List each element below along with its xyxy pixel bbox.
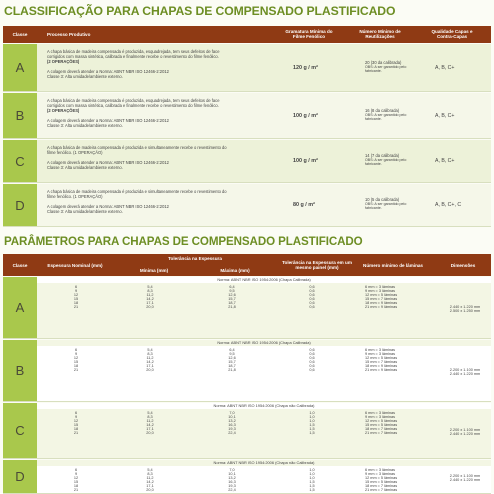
norma-line: Norma: ABNT NBR ISO 1954:2006 (Chapa Calibrada) (37, 340, 491, 346)
description-line: A colagem deverá atender a Norma: ABNT NBR ISO 12466-2:2012 (47, 160, 169, 165)
description-line: corrigidos com massa sintética, calibrada e finalmente recebe o revestimento do filme fenólico. (47, 103, 219, 108)
laminas-value: 6 mm = 3 lâminas (365, 411, 396, 415)
minima-value: 8,3 (147, 289, 153, 294)
maxima-value: 10,1 (228, 415, 236, 420)
qualidade-value: A, B, C+ (435, 112, 455, 119)
maxima-value: 13,2 (228, 476, 236, 480)
reutilizacoes-value: 14 (7 da calibrada) (365, 153, 400, 158)
minima-value: 11,2 (146, 293, 154, 298)
painel-value: 0,6 (309, 364, 315, 369)
maxima-value: 10,1 (228, 472, 236, 476)
laminas-value: 9 mm = 3 lâminas (365, 352, 396, 357)
header2-dimensoes: Dimensões (450, 263, 476, 268)
espessura-value: 6 (74, 348, 78, 352)
dimensao-value: 2.440 x 1.220 mm (449, 477, 481, 482)
painel-value: 0,6 (309, 293, 315, 298)
parameters-row (3, 277, 491, 339)
espessura-column (61, 285, 91, 310)
painel-value: 0,6 (309, 301, 315, 306)
laminas-value: 6 mm = 3 lâminas (365, 285, 396, 289)
painel-value: 0,6 (309, 348, 315, 352)
maxima-value: 21,8 (228, 305, 236, 310)
description-line: Classe 3: Alta umidade/ambiente externo. (47, 74, 123, 79)
class-label: B (3, 340, 37, 401)
maxima-value: 6,4 (229, 348, 235, 352)
header2-minima: Mínima (mm) (139, 268, 169, 273)
minima-value: 20,0 (146, 431, 154, 436)
classification-title: CLASSIFICAÇÃO PARA CHAPAS DE COMPENSADO PLASTIFICADO (4, 4, 396, 18)
maxima-value: 12,6 (228, 293, 236, 298)
description-line: filme fenólico. (1 OPERAÇÃO) (47, 150, 103, 155)
minima-column (135, 348, 165, 373)
reutilizacoes-cell (365, 108, 417, 121)
painel-column (297, 285, 327, 310)
description-line: A colagem deverá atender a Norma: ABNT NBR ISO 12466-2:2012 (47, 204, 169, 209)
espessura-value: 9 (74, 289, 78, 294)
minima-value: 14,2 (146, 360, 154, 365)
classification-row (3, 44, 491, 92)
maxima-value: 13,2 (228, 419, 236, 424)
header2-espessura: Espessura Nominal (mm) (47, 263, 103, 268)
gramatura-value: 100 g / m² (293, 158, 318, 164)
minima-column (135, 285, 165, 310)
maxima-value: 9,5 (229, 289, 235, 294)
laminas-column (365, 468, 441, 492)
maxima-value: 16,3 (228, 423, 236, 428)
laminas-column (365, 348, 441, 373)
painel-value: 1,0 (309, 411, 315, 415)
maxima-value: 18,7 (228, 364, 236, 369)
minima-value: 5,4 (147, 468, 153, 472)
laminas-value: 12 mm = 5 lâminas (365, 419, 398, 424)
description-line: corrigidos com massa sintética, calibrada e finalmente recebe o revestimento do filme fenólico. (47, 54, 219, 59)
espessura-value: 21 (73, 431, 79, 436)
minima-value: 17,1 (146, 364, 154, 369)
laminas-value: 15 mm = 7 lâminas (365, 360, 398, 365)
laminas-value: 21 mm = 9 lâminas (365, 305, 398, 310)
description-line: A chapa básica de madeira compensada é produzida, esquadrejada, tem seus defeitos de face (47, 98, 220, 103)
minima-column (135, 411, 165, 436)
dimensao-value: 2.200 x 1.100 mm (449, 367, 481, 372)
class-label: D (3, 184, 37, 226)
minima-value: 11,2 (146, 419, 154, 424)
maxima-value: 18,7 (228, 301, 236, 306)
espessura-value: 21 (73, 305, 79, 310)
class-label: B (3, 93, 37, 138)
painel-value: 1,5 (309, 480, 315, 484)
class-label: D (3, 460, 37, 493)
painel-value: 0,6 (309, 368, 315, 373)
minima-column (135, 468, 165, 492)
maxima-value: 22,4 (228, 488, 236, 492)
laminas-value: 9 mm = 3 lâminas (365, 289, 396, 294)
maxima-value: 7,0 (229, 468, 235, 472)
gramatura-value: 120 g / m² (293, 64, 318, 71)
header2-laminas: Número mínimo de lâminas (363, 263, 423, 268)
header-gramatura: Gramatura Mínima do Filme Fenólico (285, 29, 333, 40)
laminas-value: 15 mm = 7 lâminas (365, 297, 398, 302)
classification-row (3, 93, 491, 139)
minima-value: 8,3 (147, 472, 153, 476)
espessura-value: 12 (73, 356, 79, 361)
laminas-value: 9 mm = 3 lâminas (365, 415, 396, 420)
description-line: (2 OPERAÇÕES) (47, 108, 80, 113)
header-qualidade: Qualidade Capas e Contra-Capas (431, 29, 473, 40)
reutilizacoes-value: 20 (30 da calibrada) (365, 59, 402, 65)
dimensoes-cell (439, 305, 491, 314)
dimensao-value: 2.440 x 1.220 mm (449, 371, 481, 376)
espessura-value: 12 (73, 293, 79, 298)
reutilizacoes-note: OBS: A ser garantido pelo fabricante. (365, 64, 407, 73)
class-label: A (3, 44, 37, 91)
minima-value: 11,2 (146, 476, 154, 480)
gramatura-value: 100 g / m² (293, 112, 318, 119)
espessura-value: 18 (73, 301, 79, 306)
espessura-value: 9 (74, 352, 78, 357)
dimensao-value: 2.200 x 1.100 mm (449, 427, 481, 432)
dimensoes-cell (439, 428, 491, 437)
parameters-title: PARÂMETROS PARA CHAPAS DE COMPENSADO PLASTIFICADO (4, 235, 363, 248)
minima-value: 14,2 (146, 480, 154, 484)
header2-classe: Classe (12, 263, 28, 268)
laminas-value: 18 mm = 7 lâminas (365, 427, 398, 432)
painel-value: 1,5 (309, 423, 315, 428)
maxima-value: 22,4 (228, 431, 236, 436)
header-reutilizacoes: Número Mínimo de Reutilizações (359, 29, 401, 40)
description-line: Classe 3: Alta umidade/ambiente externo. (47, 209, 123, 214)
header-processo: Processo Produtivo (47, 32, 91, 37)
maxima-column (217, 468, 247, 492)
maxima-value: 15,7 (228, 297, 236, 302)
espessura-value: 15 (73, 360, 79, 365)
dimensao-value: 2.200 x 1.100 mm (449, 473, 481, 478)
classification-row (3, 140, 491, 183)
header-classe: Classe (12, 32, 28, 37)
laminas-value: 6 mm = 3 lâminas (365, 348, 396, 352)
espessura-value: 15 (73, 423, 79, 428)
espessura-value: 21 (73, 368, 79, 373)
espessura-value: 6 (74, 468, 78, 472)
gramatura-value: 80 g / m² (293, 202, 315, 208)
espessura-column (61, 411, 91, 436)
painel-value: 1,5 (309, 488, 315, 492)
header2-maxima: Máxima (mm) (220, 268, 250, 273)
painel-value: 0,6 (309, 305, 315, 310)
painel-value: 1,5 (309, 427, 315, 432)
espessura-column (61, 468, 91, 492)
parameters-row (3, 460, 491, 494)
espessura-value: 12 (73, 476, 79, 480)
laminas-value: 12 mm = 5 lâminas (365, 476, 398, 480)
reutilizacoes-cell (365, 197, 417, 210)
description-line: Classe 3: Alta umidade/ambiente externo. (47, 123, 123, 128)
laminas-value: 18 mm = 9 lâminas (365, 301, 398, 306)
laminas-value: 15 mm = 5 lâminas (365, 480, 398, 484)
espessura-value: 6 (74, 411, 78, 415)
maxima-value: 9,5 (229, 352, 235, 357)
description-line: (2 OPERAÇÕES) (47, 59, 80, 64)
process-description (47, 189, 273, 214)
reutilizacoes-note: OBS: A ser garantido pelo fabricante. (365, 158, 407, 167)
laminas-value: 21 mm = 7 lâminas (365, 431, 398, 436)
reutilizacoes-note: OBS: A ser garantido pelo fabricante. (365, 202, 407, 211)
qualidade-value: A, B, C+ (435, 64, 455, 71)
norma-line: Norma: ABNT NBR ISO 1954:2006 (Chapa Calibrada) (37, 277, 491, 283)
maxima-value: 19,3 (228, 484, 236, 488)
espessura-value: 15 (73, 480, 79, 484)
class-label: C (3, 403, 37, 458)
header2-tolerancia: Tolerância na Espessura (168, 256, 222, 261)
parameters-row (3, 403, 491, 459)
maxima-value: 16,3 (228, 480, 236, 484)
painel-value: 1,0 (309, 472, 315, 476)
description-line: A colagem deverá atender a Norma: ABNT NBR ISO 12466-2:2012 (47, 69, 169, 74)
minima-value: 17,1 (146, 427, 154, 432)
reutilizacoes-cell (365, 60, 417, 73)
description-line: filme fenólico. (1 OPERAÇÃO) (47, 194, 103, 199)
painel-value: 0,6 (309, 289, 315, 294)
class-label: A (3, 277, 37, 338)
description-line: Classe 3: Alta umidade/ambiente externo. (47, 165, 123, 170)
dimensao-value: 2.440 x 1.220 mm (449, 431, 481, 436)
laminas-value: 12 mm = 5 lâminas (365, 293, 398, 298)
classification-row (3, 184, 491, 227)
espessura-value: 18 (73, 484, 79, 488)
laminas-value: 12 mm = 5 lâminas (365, 356, 398, 361)
maxima-value: 15,7 (228, 360, 236, 365)
minima-value: 17,1 (146, 484, 154, 488)
description-line: A chapa básica de madeira compensada é produzida e simultaneamente recebe o revestimento do (47, 145, 227, 150)
maxima-value: 21,8 (228, 368, 236, 373)
qualidade-value: A, B, C+, C (435, 202, 462, 208)
dimensao-value: 2.440 x 1.220 mm (449, 304, 481, 309)
espessura-value: 15 (73, 297, 79, 302)
process-description (47, 49, 273, 79)
minima-value: 5,4 (147, 348, 153, 352)
maxima-value: 7,0 (229, 411, 235, 415)
painel-value: 0,6 (309, 352, 315, 357)
painel-value: 1,5 (309, 484, 315, 488)
description-line: A chapa básica de madeira compensada é produzida e simultaneamente recebe o revestimento do (47, 189, 227, 194)
reutilizacoes-cell (365, 153, 417, 166)
maxima-column (217, 411, 247, 436)
espessura-value: 18 (73, 364, 79, 369)
minima-value: 20,0 (146, 305, 154, 310)
painel-value: 0,6 (309, 285, 315, 289)
qualidade-value: A, B, C+ (435, 158, 455, 164)
espessura-value: 6 (74, 285, 78, 289)
minima-value: 11,2 (146, 356, 154, 361)
painel-value: 0,6 (309, 356, 315, 361)
laminas-value: 9 mm = 3 lâminas (365, 472, 396, 476)
laminas-value: 15 mm = 5 lâminas (365, 423, 398, 428)
laminas-column (365, 411, 441, 436)
reutilizacoes-note: OBS: A ser garantido pelo fabricante. (365, 112, 407, 121)
class-label: C (3, 140, 37, 182)
laminas-value: 6 mm = 3 lâminas (365, 468, 396, 472)
espessura-value: 9 (74, 415, 78, 420)
maxima-value: 12,6 (228, 356, 236, 361)
norma-line: Norma: ABNT NBR ISO 1954:2006 (Chapa não Calibrada) (37, 403, 491, 409)
dimensoes-cell (439, 474, 491, 483)
laminas-value: 18 mm = 9 lâminas (365, 364, 398, 369)
header2-tol-painel: Tolerância na Espessura em um mesmo painel (mm) (282, 260, 352, 271)
description-line: A colagem deverá atender a Norma: ABNT NBR ISO 12466-2:2012 (47, 118, 169, 123)
maxima-value: 19,3 (228, 427, 236, 432)
espessura-value: 21 (73, 488, 79, 492)
painel-column (297, 348, 327, 373)
minima-value: 8,3 (147, 352, 153, 357)
espessura-column (61, 348, 91, 373)
laminas-column (365, 285, 441, 310)
painel-value: 0,6 (309, 297, 315, 302)
reutilizacoes-value: 10 (5 da calibrada) (365, 197, 400, 202)
minima-value: 14,2 (146, 423, 154, 428)
dimensao-value: 2.500 x 1.250 mm (449, 308, 481, 313)
parameters-header (3, 254, 491, 276)
minima-value: 5,4 (147, 411, 153, 415)
minima-value: 20,0 (146, 368, 154, 373)
espessura-value: 18 (73, 427, 79, 432)
painel-value: 1,0 (309, 415, 315, 420)
espessura-value: 12 (73, 419, 79, 424)
dimensoes-cell (439, 368, 491, 377)
description-line: A chapa básica de madeira compensada é produzida, esquadrejada, tem seus defeitos de face (47, 49, 220, 54)
laminas-value: 21 mm = 7 lâminas (365, 488, 398, 492)
maxima-column (217, 348, 247, 373)
process-description (47, 98, 273, 128)
painel-value: 0,6 (309, 360, 315, 365)
minima-value: 20,0 (146, 488, 154, 492)
painel-column (297, 468, 327, 492)
parameters-row (3, 340, 491, 402)
minima-value: 8,3 (147, 415, 153, 420)
maxima-value: 6,4 (229, 285, 235, 289)
painel-column (297, 411, 327, 436)
painel-value: 1,0 (309, 419, 315, 424)
classification-header (3, 26, 491, 43)
process-description (47, 145, 273, 170)
minima-value: 14,2 (146, 297, 154, 302)
painel-value: 1,0 (309, 468, 315, 472)
minima-value: 17,1 (146, 301, 154, 306)
painel-value: 1,5 (309, 431, 315, 436)
painel-value: 1,0 (309, 476, 315, 480)
reutilizacoes-value: 16 (8 da calibrada) (365, 107, 400, 113)
laminas-value: 18 mm = 7 lâminas (365, 484, 398, 488)
espessura-value: 9 (74, 472, 78, 476)
minima-value: 5,4 (147, 285, 153, 289)
norma-line: Norma: ABNT NBR ISO 1954:2006 (Chapa não Calibrada) (37, 460, 491, 466)
laminas-value: 21 mm = 9 lâminas (365, 368, 398, 373)
maxima-column (217, 285, 247, 310)
